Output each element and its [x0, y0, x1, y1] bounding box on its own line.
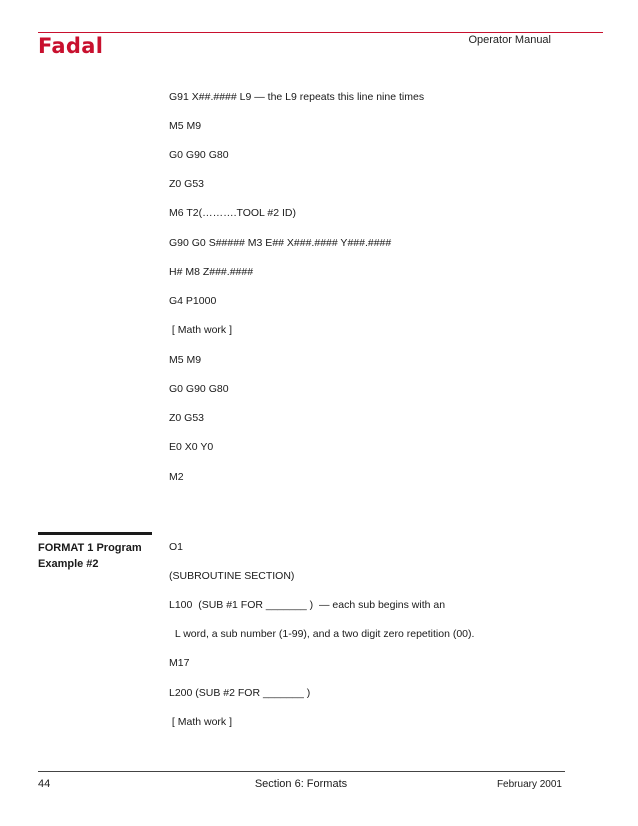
program-line: [ Math work ]: [169, 324, 233, 336]
fadal-logo: Fadal: [38, 34, 104, 58]
example-line: M17: [169, 657, 190, 669]
program-line: M6 T2(……….TOOL #2 ID): [169, 207, 296, 219]
section-rule: [38, 532, 152, 535]
program-line: G91 X##.#### L9 — the L9 repeats this line nine times: [169, 91, 425, 103]
program-line: Z0 G53: [169, 178, 205, 190]
page-number: 44: [38, 778, 51, 790]
sidebar-heading-line: Example #2: [38, 558, 99, 570]
program-line: M5 M9: [169, 120, 202, 132]
example-line: L100 (SUB #1 FOR _______ ) — each sub begins with an: [169, 599, 446, 611]
example-line: O1: [169, 541, 184, 553]
manual-title: Operator Manual: [468, 34, 551, 46]
program-line: G4 P1000: [169, 295, 217, 307]
program-line: G0 G90 G80: [169, 383, 229, 395]
program-line: M2: [169, 471, 184, 483]
publication-date: February 2001: [496, 779, 562, 790]
example-line: [ Math work ]: [169, 716, 233, 728]
sidebar-heading: [38, 540, 153, 572]
header-rule: [38, 32, 603, 33]
program-line: E0 X0 Y0: [169, 441, 214, 453]
program-line: H# M8 Z###.####: [169, 266, 254, 278]
program-line: G0 G90 G80: [169, 149, 229, 161]
sidebar-heading-line: FORMAT 1 Program: [38, 542, 142, 554]
program-line: M5 M9: [169, 354, 202, 366]
example-line: L word, a sub number (1-99), and a two digit zero repetition (00).: [169, 628, 475, 640]
example-line: L200 (SUB #2 FOR _______ ): [169, 687, 311, 699]
example-line: (SUBROUTINE SECTION): [169, 570, 295, 582]
footer-rule: [38, 771, 565, 772]
footer-section-title: Section 6: Formats: [254, 778, 348, 790]
program-line: Z0 G53: [169, 412, 205, 424]
program-line: G90 G0 S##### M3 E## X###.#### Y###.####: [169, 237, 392, 249]
